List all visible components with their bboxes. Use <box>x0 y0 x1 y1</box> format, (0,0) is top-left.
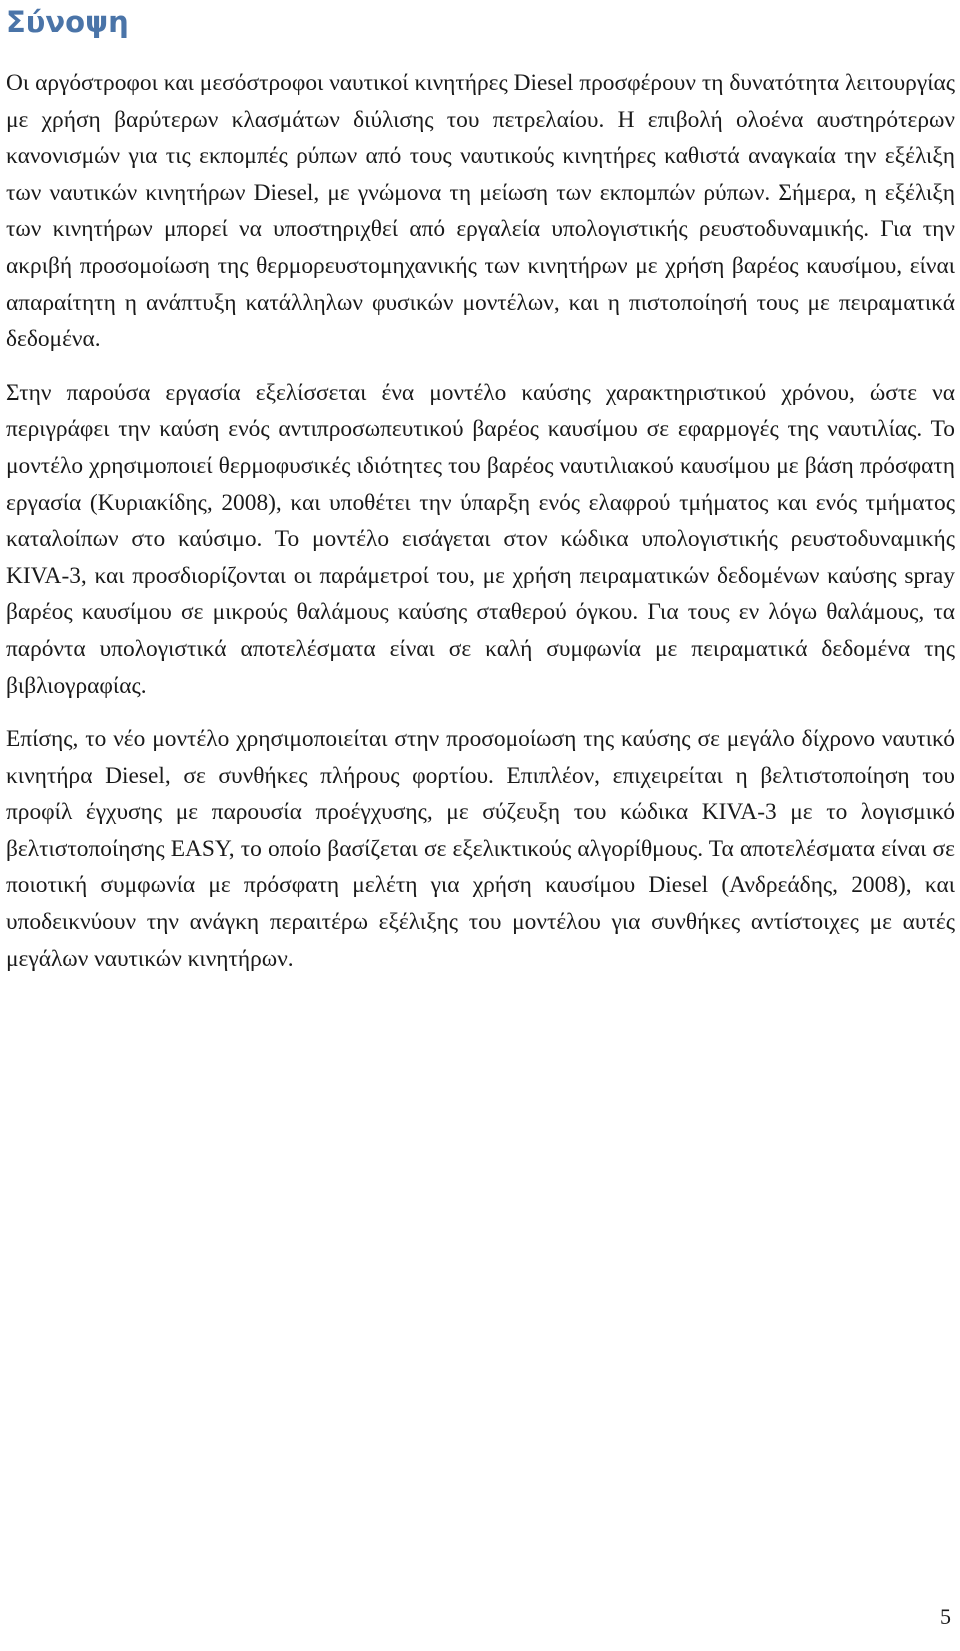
page-title: Σύνοψη <box>6 5 129 39</box>
paragraph-3: Επίσης, το νέο μοντέλο χρησιμοποιείται στην προσομοίωση της καύσης σε μεγάλο δίχρονο ναυτικό κινητήρα Diesel, σε συνθήκες πλήρους φορτίου. Επιπλέον, επιχειρείται η βελτιστοποίηση του προφίλ έγχυσης με παρουσία προέγχυσης, με σύζευξη του κώδικα KIVA-3 με το λογισμικό βελτιστοποίησης EASY, το οποίο βασίζεται σε εξελικτικούς αλγορίθμους. Τα αποτελέσματα είναι σε ποιοτική συμφωνία με πρόσφατη μελέτη για χρήση καυσίμου Diesel (Ανδρεάδης, 2008), και υποδεικνύουν την ανάγκη περαιτέρω εξέλιξης του μοντέλου για συνθήκες αντίστοιχες με αυτές μεγάλων ναυτικών κινητήρων. <box>6 726 955 972</box>
paragraph-1: Οι αργόστροφοι και μεσόστροφοι ναυτικοί κινητήρες Diesel προσφέρουν τη δυνατότητα λειτουργίας με χρήση βαρύτερων κλασμάτων διύλισης του πετρελαίου. Η επιβολή ολοένα αυστηρότερων κανονισμών για τις εκπομπές ρύπων από τους ναυτικούς κινητήρες καθιστά αναγκαία την εξέλιξη των ναυτικών κινητήρων Diesel, με γνώμονα τη μείωση των εκπομπών ρύπων. Σήμερα, η εξέλιξη των κινητήρων μπορεί να υποστηριχθεί από εργαλεία υπολογιστικής ρευστοδυναμικής. Για την ακριβή προσομοίωση της θερμορευστομηχανικής των κινητήρων με χρήση βαρέος καυσίμου, είναι απαραίτητη η ανάπτυξη κατάλληλων φυσικών μοντέλων, και η πιστοποίησή τους με πειραματικά δεδομένα. <box>6 70 955 353</box>
page-number: 5 <box>940 1604 951 1629</box>
paragraph-2: Στην παρούσα εργασία εξελίσσεται ένα μοντέλο καύσης χαρακτηριστικού χρόνου, ώστε να περιγράφει την καύση ενός αντιπροσωπευτικού βαρέος καυσίμου σε εφαρμογές της ναυτιλίας. Το μοντέλο χρησιμοποιεί θερμοφυσικές ιδιότητες του βαρέος ναυτιλιακού καυσίμου με βάση πρόσφατη εργασία (Κυριακίδης, 2008), και υποθέτει την ύπαρξη ενός ελαφρού τμήματος και ενός τμήματος καταλοίπων στο καύσιμο. Το μοντέλο εισάγεται στον κώδικα υπολογιστικής ρευστοδυναμικής KIVA-3, και προσδιορίζονται οι παράμετροί του, με χρήση πειραματικών δεδομένων καύσης spray βαρέος καυσίμου σε μικρούς θαλάμους καύσης σταθερού όγκου. Για τους εν λόγω θαλάμους, τα παρόντα υπολογιστικά αποτελέσματα είναι σε καλή συμφωνία με πειραματικά δεδομένα της βιβλιογραφίας. <box>6 379 955 699</box>
